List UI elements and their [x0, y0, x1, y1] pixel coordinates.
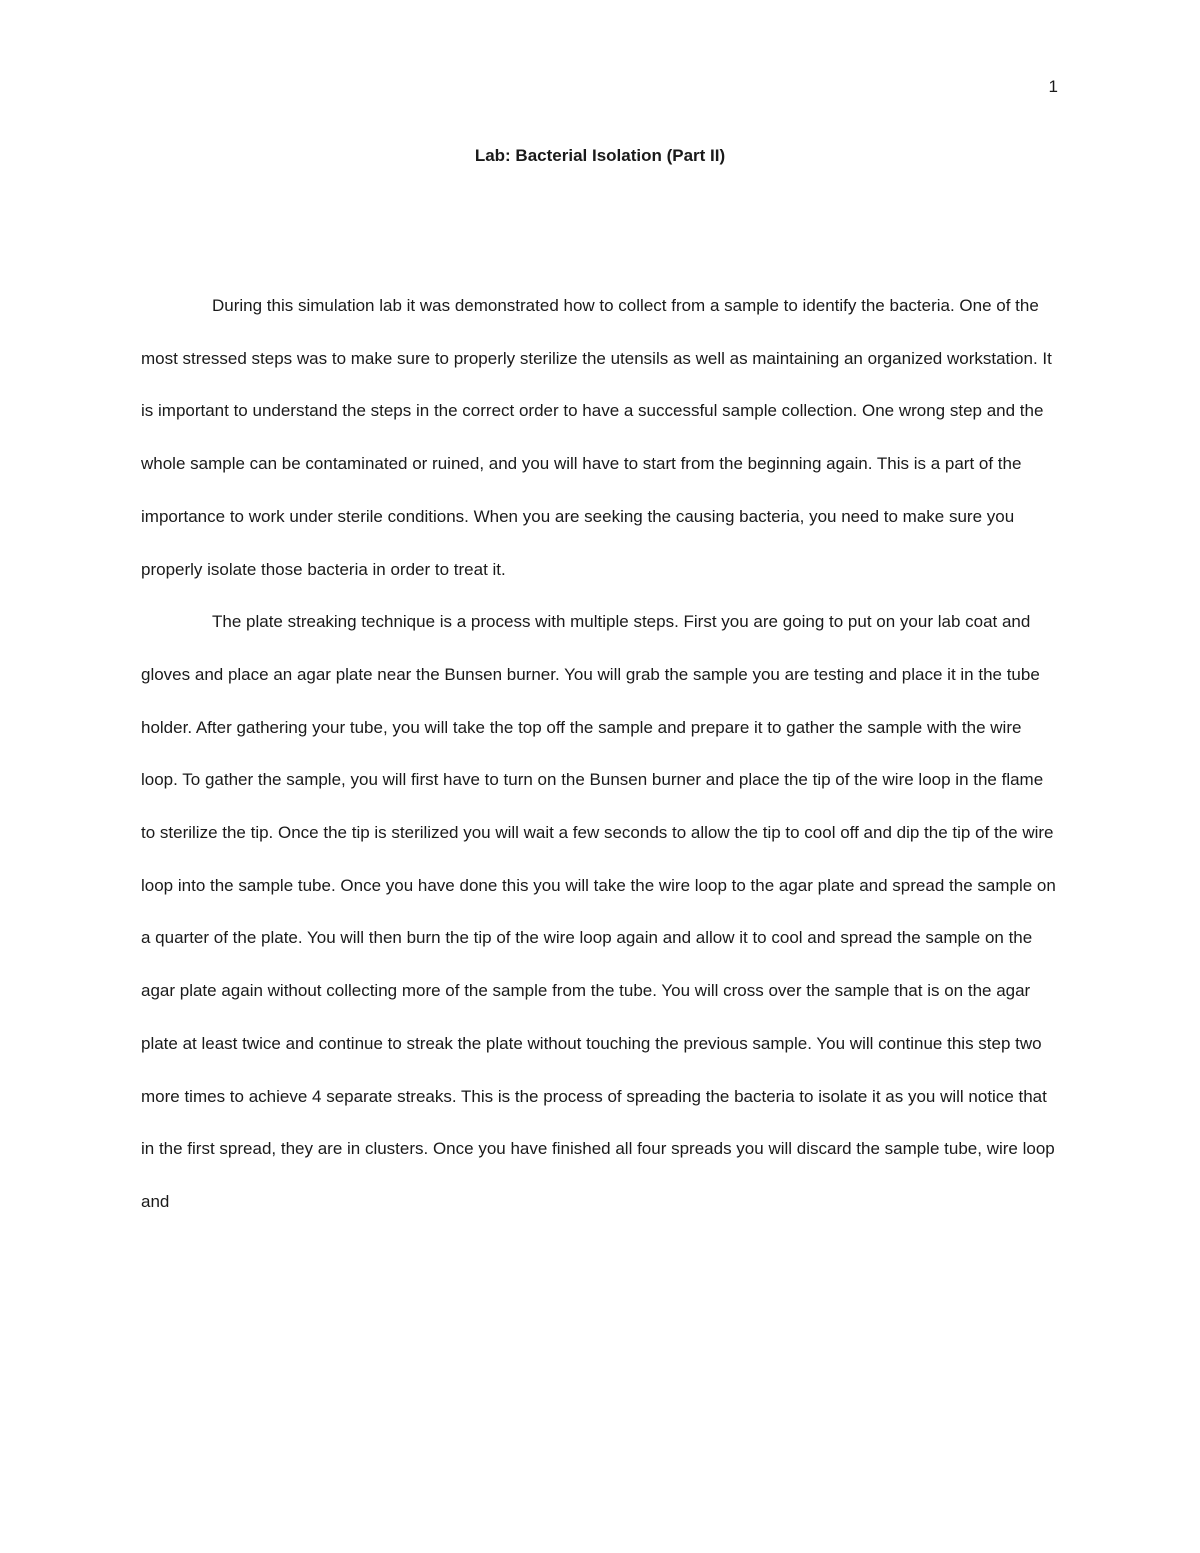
document-title: Lab: Bacterial Isolation (Part II): [474, 146, 726, 165]
document-body: [141, 280, 1059, 1229]
paragraph-procedure: The plate streaking technique is a process with multiple steps. First you are going to put on your lab coat and gloves and place an agar plate near the Bunsen burner. You will grab the sample you are testing and place it in the tube holder. After gathering your tube, you will take the top off the sample and prepare it to gather the sample with the wire loop. To gather the sample, you will first have to turn on the Bunsen burner and place the tip of the wire loop in the flame to sterilize the tip. Once the tip is sterilized you will wait a few seconds to allow the tip to cool off and dip the tip of the wire loop into the sample tube. Once you have done this you will take the wire loop to the agar plate and spread the sample on a quarter of the plate. You will then burn the tip of the wire loop again and allow it to cool and spread the sample on the agar plate again without collecting more of the sample from the tube. You will cross over the sample that is on the agar plate at least twice and continue to streak the plate without touching the previous sample. You will continue this step two more times to achieve 4 separate streaks. This is the process of spreading the bacteria to isolate it as you will notice that in the first spread, they are in clusters. Once you have finished all four spreads you will discard the sample tube, wire loop and: [141, 612, 1056, 1211]
page-number: 1: [1048, 77, 1058, 96]
paragraph-intro: During this simulation lab it was demonstrated how to collect from a sample to identify the bacteria. One of the most stressed steps was to make sure to properly sterilize the utensils as well as maintaining an organized workstation. It is important to understand the steps in the correct order to have a successful sample collection. One wrong step and the whole sample can be contaminated or ruined, and you will have to start from the beginning again. This is a part of the importance to work under sterile conditions. When you are seeking the causing bacteria, you need to make sure you properly isolate those bacteria in order to treat it.: [141, 296, 1052, 579]
